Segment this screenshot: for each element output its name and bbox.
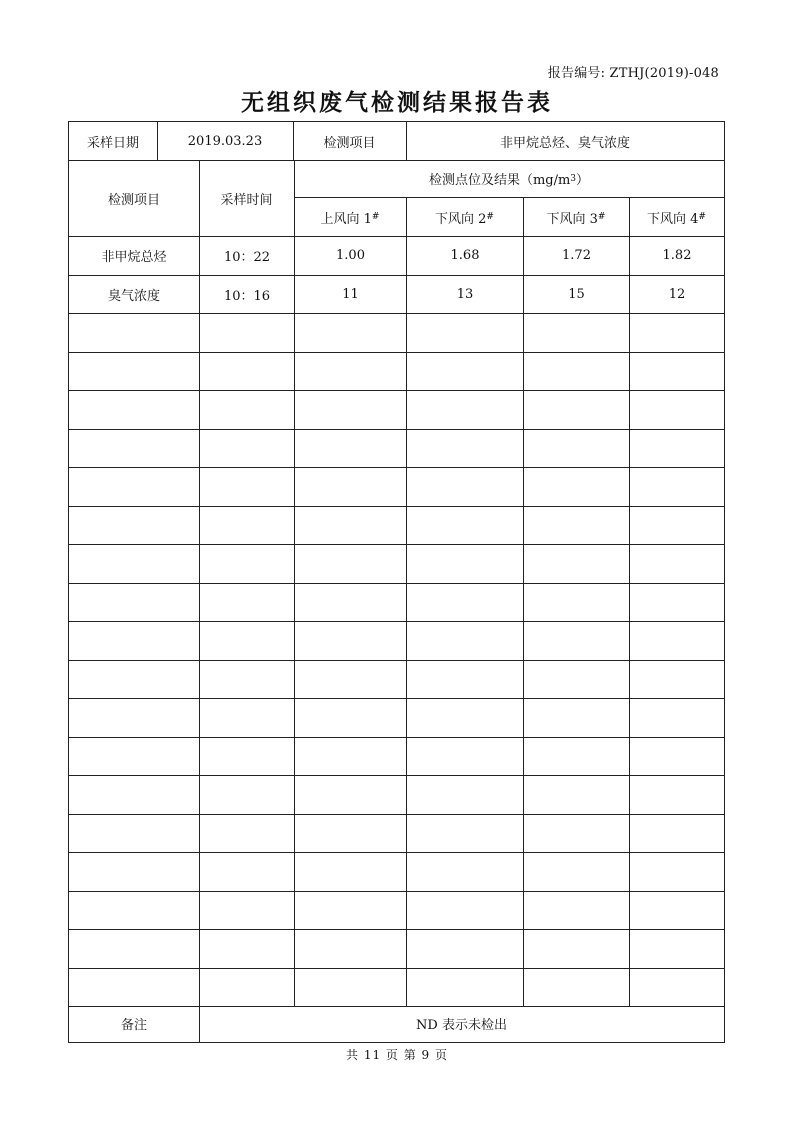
empty-cell bbox=[199, 314, 294, 352]
sampling-date-value: 2019.03.23 bbox=[187, 133, 263, 149]
empty-cell bbox=[69, 969, 199, 1007]
empty-cell bbox=[294, 699, 406, 737]
table-row bbox=[69, 622, 724, 661]
empty-cell bbox=[406, 892, 523, 930]
test-item-label: 检测项目 bbox=[323, 135, 376, 151]
row-time-cell: 10：22 bbox=[199, 237, 294, 275]
page-footer: 共 11 页 第 9 页 bbox=[346, 1048, 448, 1062]
empty-cell bbox=[523, 468, 629, 506]
empty-cell bbox=[523, 661, 629, 699]
empty-cell bbox=[629, 738, 724, 776]
empty-cell bbox=[406, 661, 523, 699]
empty-cell bbox=[294, 892, 406, 930]
empty-cell bbox=[629, 622, 724, 660]
empty-cell bbox=[199, 930, 294, 968]
empty-cell bbox=[294, 930, 406, 968]
empty-cell bbox=[294, 776, 406, 814]
table-row bbox=[69, 853, 724, 892]
table-row bbox=[69, 276, 724, 315]
empty-cell bbox=[69, 430, 199, 468]
empty-cell bbox=[69, 314, 199, 352]
empty-cell bbox=[69, 776, 199, 814]
empty-cell bbox=[69, 738, 199, 776]
empty-cell bbox=[69, 507, 199, 545]
empty-cell bbox=[294, 430, 406, 468]
empty-cell bbox=[523, 353, 629, 391]
empty-cell bbox=[523, 391, 629, 429]
empty-cell bbox=[523, 815, 629, 853]
empty-cell bbox=[629, 353, 724, 391]
empty-cell bbox=[294, 391, 406, 429]
empty-cell bbox=[406, 430, 523, 468]
empty-cell bbox=[523, 507, 629, 545]
empty-cell bbox=[69, 545, 199, 583]
empty-cell bbox=[199, 661, 294, 699]
empty-cell bbox=[199, 622, 294, 660]
empty-cell bbox=[629, 661, 724, 699]
row-value-cell: 11 bbox=[294, 276, 406, 314]
empty-cell bbox=[523, 699, 629, 737]
empty-cell bbox=[294, 545, 406, 583]
empty-cell bbox=[406, 353, 523, 391]
empty-cell bbox=[69, 815, 199, 853]
empty-cell bbox=[294, 622, 406, 660]
table-body bbox=[69, 237, 724, 1007]
group-header-close: ） bbox=[576, 173, 590, 188]
empty-cell bbox=[629, 892, 724, 930]
empty-cell bbox=[406, 738, 523, 776]
empty-cell bbox=[523, 622, 629, 660]
empty-cell bbox=[629, 699, 724, 737]
empty-cell bbox=[294, 853, 406, 891]
empty-cell bbox=[629, 468, 724, 506]
empty-cell bbox=[629, 815, 724, 853]
empty-cell bbox=[629, 430, 724, 468]
row-value-cell: 1.82 bbox=[629, 237, 724, 275]
row-item-cell: 臭气浓度 bbox=[107, 288, 160, 304]
table-row bbox=[69, 661, 724, 700]
point-header-2: 下风向 2 # bbox=[406, 198, 523, 236]
empty-cell bbox=[294, 314, 406, 352]
empty-cell bbox=[294, 738, 406, 776]
empty-cell bbox=[406, 622, 523, 660]
empty-cell bbox=[294, 468, 406, 506]
empty-cell bbox=[199, 584, 294, 622]
table-row bbox=[69, 507, 724, 546]
empty-cell bbox=[69, 391, 199, 429]
row-value-cell: 1.72 bbox=[523, 237, 629, 275]
empty-cell bbox=[199, 430, 294, 468]
empty-cell bbox=[523, 584, 629, 622]
row-value-cell: 1.68 bbox=[406, 237, 523, 275]
table-row bbox=[69, 391, 724, 430]
point-header-3: 下风向 3 # bbox=[523, 198, 629, 236]
point-header-2-label: 下风向 2 bbox=[435, 211, 487, 227]
page-title: 无组织废气检测结果报告表 bbox=[241, 90, 553, 116]
table-row bbox=[69, 237, 724, 276]
remarks-row bbox=[69, 1004, 724, 1042]
row-value-cell: 13 bbox=[406, 276, 523, 314]
test-item-value: 非甲烷总烃、臭气浓度 bbox=[499, 135, 630, 151]
empty-cell bbox=[629, 391, 724, 429]
table-row bbox=[69, 815, 724, 854]
row-value-cell: 15 bbox=[523, 276, 629, 314]
empty-cell bbox=[406, 969, 523, 1007]
empty-cell bbox=[199, 969, 294, 1007]
table-header bbox=[69, 160, 724, 237]
empty-cell bbox=[523, 545, 629, 583]
empty-cell bbox=[199, 776, 294, 814]
empty-cell bbox=[199, 738, 294, 776]
empty-cell bbox=[199, 507, 294, 545]
empty-cell bbox=[629, 584, 724, 622]
table-row bbox=[69, 468, 724, 507]
point-header-3-label: 下风向 3 bbox=[546, 211, 598, 227]
empty-cell bbox=[523, 853, 629, 891]
empty-cell bbox=[294, 507, 406, 545]
table-row bbox=[69, 969, 724, 1008]
empty-cell bbox=[69, 468, 199, 506]
report-table bbox=[68, 121, 725, 1043]
remarks-text: ND 表示未检出 bbox=[416, 1017, 507, 1033]
empty-cell bbox=[406, 699, 523, 737]
table-row bbox=[69, 738, 724, 777]
empty-cell bbox=[199, 468, 294, 506]
empty-cell bbox=[199, 391, 294, 429]
point-header-1-label: 上风向 1 bbox=[320, 211, 372, 227]
empty-cell bbox=[406, 468, 523, 506]
empty-cell bbox=[523, 930, 629, 968]
row-time-cell: 10：16 bbox=[199, 276, 294, 314]
empty-cell bbox=[199, 853, 294, 891]
empty-cell bbox=[69, 930, 199, 968]
empty-cell bbox=[629, 314, 724, 352]
empty-cell bbox=[406, 776, 523, 814]
point-header-1: 上风向 1 # bbox=[294, 198, 406, 236]
table-row bbox=[69, 545, 724, 584]
empty-cell bbox=[199, 545, 294, 583]
empty-cell bbox=[69, 892, 199, 930]
group-header-text: 检测点位及结果（mg/m bbox=[428, 173, 571, 188]
row-item-cell: 非甲烷总烃 bbox=[101, 250, 167, 266]
empty-cell bbox=[294, 661, 406, 699]
empty-cell bbox=[406, 391, 523, 429]
empty-cell bbox=[629, 969, 724, 1007]
empty-cell bbox=[629, 507, 724, 545]
empty-cell bbox=[69, 661, 199, 699]
empty-cell bbox=[199, 892, 294, 930]
table-row bbox=[69, 584, 724, 623]
info-row bbox=[69, 122, 724, 161]
point-header-4-label: 下风向 4 bbox=[647, 211, 699, 227]
table-row bbox=[69, 699, 724, 738]
empty-cell bbox=[406, 930, 523, 968]
col-header-item: 检测项目 bbox=[107, 192, 160, 208]
col-header-time: 采样时间 bbox=[220, 192, 273, 208]
empty-cell bbox=[406, 507, 523, 545]
empty-cell bbox=[523, 892, 629, 930]
empty-cell bbox=[406, 584, 523, 622]
empty-cell bbox=[294, 815, 406, 853]
empty-cell bbox=[69, 584, 199, 622]
empty-cell bbox=[294, 969, 406, 1007]
table-row bbox=[69, 430, 724, 469]
empty-cell bbox=[69, 353, 199, 391]
empty-cell bbox=[523, 776, 629, 814]
table-row bbox=[69, 353, 724, 392]
empty-cell bbox=[199, 353, 294, 391]
report-number: 报告编号: ZTHJ(2019)-048 bbox=[547, 66, 719, 81]
empty-cell bbox=[199, 815, 294, 853]
empty-cell bbox=[406, 545, 523, 583]
empty-cell bbox=[523, 430, 629, 468]
empty-cell bbox=[69, 699, 199, 737]
point-header-4: 下风向 4 # bbox=[629, 198, 724, 236]
table-row bbox=[69, 892, 724, 931]
empty-cell bbox=[199, 699, 294, 737]
remarks-label: 备注 bbox=[120, 1017, 147, 1033]
empty-cell bbox=[406, 314, 523, 352]
row-value-cell: 1.00 bbox=[294, 237, 406, 275]
empty-cell bbox=[523, 738, 629, 776]
empty-cell bbox=[294, 353, 406, 391]
col-header-group: 检测点位及结果（mg/m 3 ） bbox=[294, 160, 724, 198]
empty-cell bbox=[629, 545, 724, 583]
row-value-cell: 12 bbox=[629, 276, 724, 314]
empty-cell bbox=[629, 930, 724, 968]
empty-cell bbox=[406, 815, 523, 853]
table-row bbox=[69, 776, 724, 815]
table-row bbox=[69, 930, 724, 969]
empty-cell bbox=[69, 622, 199, 660]
sampling-date-label: 采样日期 bbox=[86, 135, 139, 151]
table-row bbox=[69, 314, 724, 353]
empty-cell bbox=[629, 776, 724, 814]
empty-cell bbox=[523, 314, 629, 352]
empty-cell bbox=[69, 853, 199, 891]
empty-cell bbox=[629, 853, 724, 891]
empty-cell bbox=[294, 584, 406, 622]
empty-cell bbox=[406, 853, 523, 891]
empty-cell bbox=[523, 969, 629, 1007]
